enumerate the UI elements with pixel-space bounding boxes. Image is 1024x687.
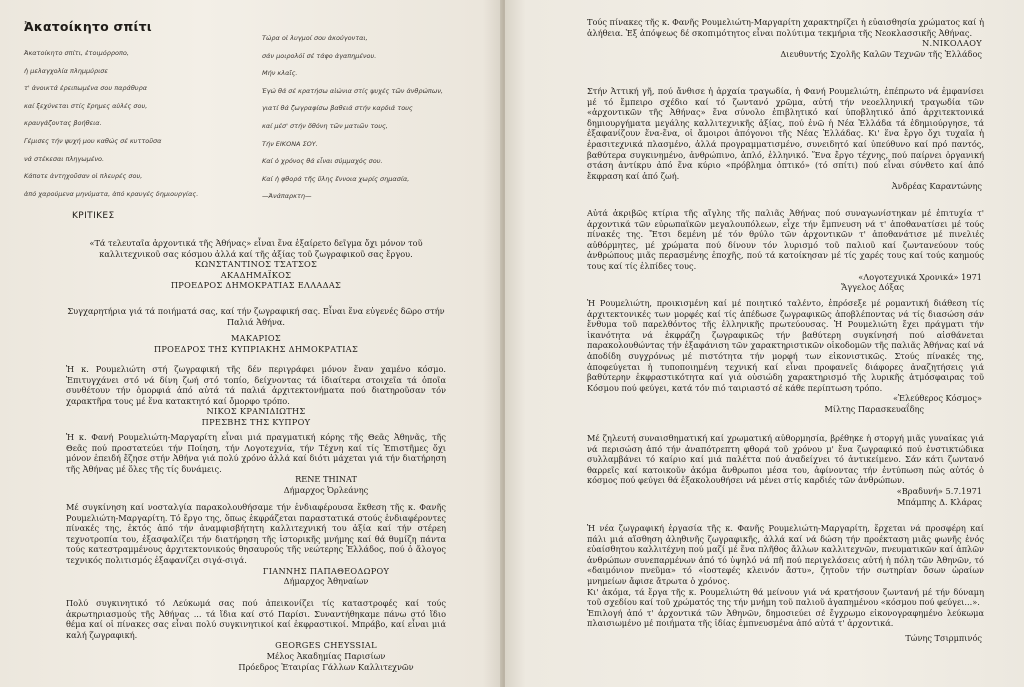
poem-line: Καί ἡ φθορά τῆς ὕλης ἔννοια χωρίς σημασία, xyxy=(262,174,410,183)
poem-line: νά στέκεσαι πληγωμένο. xyxy=(24,154,105,163)
review-kranidiotis xyxy=(66,364,446,428)
poem-line: ἡ μελαγχολία πλημμύρισε xyxy=(24,66,108,75)
review-signature: Τώνης Τσιρμπινός xyxy=(905,632,982,643)
review-makarios xyxy=(66,306,446,354)
poem-line: Τώρα οἱ λυγμοί σου ἀκούγονται, xyxy=(262,34,368,42)
review-paraskevaidis xyxy=(587,298,984,415)
review-text: Τούς πίνακες τῆς κ. Φανῆς Ρουμελιώτη-Μαργαρίτη χαρακτηρίζει ἡ εὐαισθησία χρώματος καί ἡ ἀλήθεια. Ἐξ ἀπόψεως δέ σκοπιμότητος εἶναι πολύτιμα τεκμήρια τῆς Νεοκλασσικῆς Ἀθήνας. xyxy=(587,17,984,38)
poem-line: Μήν κλαῖς. xyxy=(262,69,298,78)
review-signature: Δήμαρχος Ἀθηναίων xyxy=(283,576,369,587)
review-signature: Ν.ΝΙΚΟΛΑΟΥ xyxy=(922,38,982,49)
review-text: «Τά τελευταῖα ἀρχοντικά τῆς Ἀθήνας» εἶναι ἕνα ἐξαίρετο δεῖγμα ὄχι μόνον τοῦ καλλιτεχνικοῦ σας κόσμου ἀλλά καί τῆς ἀξίας τοῦ ζωγραφικοῦ σας ἔργου. xyxy=(89,238,423,259)
review-text: Στήν Ἀττική γῆ, πού ἄνθισε ἡ ἀρχαία τραγωδία, ἡ Φανή Ρουμελιώτη, ἐπέπρωτο νά ἐμφανίσει μέ τό ἔμπειρο σχέδιο καί τό ζωντανό χρῶμα, αὐτή τήν νεοελληνική τραγωδία τῶν «ἀρχοντικῶν τῆς Ἀθήνας» ἕνα σύνολο ἐπιβλητικό καί ὑποβλητικό ἀπό ἀρχιτεκτονικά δημιουργήματα μεγάλης καλλιτεχνικῆς ἀξίας, πού ἐνῶ ἡ Νέα Ἑλλάδα τά ἐδημιούργησε, τά ἐξαφανίζουν ἕνα-ἕνα, οἱ ἄμοιροι ἀπόγονοι τῆς Νέας Ἑλλάδας. Κι' ἕνα ἔργο ὄχι τυχαῖα ἡ ἐρασιτεχνικά πλασμένο, ἀλλά προγραμματισμένο, συνειδητό καί ὑπεύθυνο καί πρό παντός, βαθύτερα συγκινημένο, ἀνθρώπινο, ἁπλό, ἑλληνικό. Ἕνα ἔργο τέχνης, πού παίρνει ὀργανική στάση ἀντίκρυ ἀπό ἕνα κύριο «πρόβλημα ὀπτικό» (τό σπίτι) πού εἶναι σύνθετο καί ἀπό ἔκφραση καί ἀπό ζωή. xyxy=(587,86,984,181)
review-text: Μέ συγκίνηση καί νοσταλγία παρακολουθήσαμε τήν ἐνδιαφέρουσα ἔκθεση τῆς κ. Φανῆς Ρουμελιώτη-Μαργαρίτη. Τό ἔργο της, ὅπως ἐκφράζεται παραστατικά στούς ἐνδιαφέροντες πίνακές της, ἐκτός ἀπό τήν ἀναμφισβήτητη καλλιτεχνική του ἀξία καί τήν στέρεη τεχνοτροπία του, ἐξασφαλίζει τήν διατήρηση τῆς ἱστορικῆς μνήμης καί θά θυμίζη πάντα τούς κατεστραμμένους ἀρχιτεκτονικούς θησαυρούς τῆς νεώτερης Ἑλλάδος, πού ὁ ἄλογος τεχνικός πολιτισμός ἐξαφανίζει σιγά-σιγά. xyxy=(66,502,446,565)
review-signature: GEORGES CHEYSSIAL xyxy=(275,640,377,651)
review-signature: Μίλτης Παρασκευαΐδης xyxy=(824,403,924,414)
review-signature: «Βραδυνή» 5.7.1971 xyxy=(896,485,982,496)
left-page xyxy=(0,0,503,687)
review-text: Ἡ κ. Φανή Ρουμελιώτη-Μαργαρίτη εἶναι μιά πραγματική κόρης τῆς Θεᾶς Ἀθηνᾶς, τῆς Θεᾶς πού προστατεύει τήν Ποίηση, τήν Λογοτεχνία, τήν Τέχνη καί τίς Ἐπιστῆμες ὄχι μόνον ἐπειδή ἔζησε στήν Ἀθήνα γιά πολύ χρόνο ἀλλά καί διότι μάχεται γιά τήν διατήρηση τῆς Ἀθήνας μέ ὅλες τῆς τίς δυνάμεις. xyxy=(66,432,446,474)
review-signature: Δήμαρχος Ὀρλεάνης xyxy=(283,484,369,495)
review-signature: Μέλος Ἀκαδημίας Παρισίων xyxy=(266,650,386,661)
review-signature: ΓΙΑΝΝΗΣ ΠΑΠΑΘΕΟΔΩΡΟΥ xyxy=(262,565,390,576)
poem-line: Ἀκατοίκητο σπίτι, ἑτοιμόρροπο, xyxy=(24,49,129,57)
poem-line: κραυγάζοντας βοήθεια. xyxy=(24,119,102,128)
review-signature: «Λογοτεχνικά Χρονικά» 1971 xyxy=(858,271,982,282)
review-signature: ΠΡΟΕΔΡΟΣ ΔΗΜΟΚΡΑΤΙΑΣ ΕΛΛΑΔΑΣ xyxy=(170,280,342,291)
poem-line: σάν μοιρολόϊ σέ τάφο ἀγαπημένου. xyxy=(262,51,377,60)
poem-line: —Ἀνάπαρκτη— xyxy=(262,192,312,201)
review-tsirmpinos xyxy=(587,523,984,644)
review-signature: ΚΩΝΣΤΑΝΤΙΝΟΣ ΤΣΑΤΣΟΣ xyxy=(194,259,318,270)
review-text: Ἡ κ. Ρουμελιώτη στή ζωγραφική τῆς δέν περιγράφει μόνον ἕναν χαμένο κόσμο. Ἐπιτυγχάνει στό νά δίνη ζωή στό τοπίο, δείχνοντας τά ἰδιαίτερα στοιχεῖα τά ὁποῖα συνθέτουν τήν ὁμορφιά ἀπό αὐτά τά παλιά ἀρχιτεκτονήματα πού διατηροῦσαν τόν χαρακτῆρα τους μέ ἕνα κατακτητό καί ὄμορφο τρόπο. xyxy=(66,364,446,406)
review-text: Μέ ζηλευτή συναισθηματική καί χρωματική αὐθορμησία, βρέθηκε ἡ στοργή μιᾶς γυναίκας γιά νά περισώση ἀπό τήν ἀναπότρεπτη φθορά τοῦ χρόνου μ' ἕνα ζωγραφικό πού ἐνστικτώδικα συλλαμβάνει τό καίριο καί μιά παλέττα πού ἀναδείχνει τό ἀντικείμενο. Σάν κάτι ζωντανό θαρρεῖς καί κατοικοῦν ἀκόμα ἄνθρωποι μέσα του, ἀφίνοντας τήν ἐντύπωση πώς αὐτός ὁ κόσμος πού φεύγει θά ἐξακολουθήσει νά μένει στίς καρδιές τῶν ἀνθρώπων. xyxy=(587,433,984,486)
review-signature: ΑΚΑΔΗΜΑΪΚΟΣ xyxy=(220,269,292,280)
review-signature: ΠΡΕΣΒΗΣ ΤΗΣ ΚΥΠΡΟΥ xyxy=(201,416,311,427)
review-nikolaou xyxy=(587,17,984,59)
poem-line: ἀπό χαρούμενα μηνύματα, ἀπό κραυγές δημιουργίας. xyxy=(24,189,199,198)
review-text: Ἐπιλογή ἀπό τ' ἀρχοντικά τῶν Ἀθηνῶν, δημοσιεύει σέ ἔγχρωμο εἰκονογραφημένο λεύκωμα πλαισιωμένο μέ ποιήματα τῆς ἰδίας ἐμπνευσμένα ἀπό αὐτά τ' ἀρχοντικά. xyxy=(587,607,984,629)
section-heading-kritikes: ΚΡΙΤΙΚΕΣ xyxy=(72,211,115,221)
review-text: Ἡ νέα ζωγραφική ἐργασία τῆς κ. Φανῆς Ρουμελιώτη-Μαργαρίτη, ἔρχεται νά προσφέρη καί πάλι μιά αἴσθηση ἀληθινῆς ζωγραφικῆς, ἀλλά καί νά δώση τήν προέκταση μιᾶς φωνῆς ἐνός εὐαίσθητου καλλιτέχνη πού μαζί μέ ἕνα πλῆθος ἄλλων καλλιτεχνῶν, πνευματικῶν καί ἁπλῶν ἀνθρώπων συνεπαρμένων ἀπό τό ὑψηλό νά πῆ πού περιγελάσεις αὐτή ἡ πόλη τῶν Ἀθηνῶν, τό «δαιμόνιον πνεῦμα» τό «ἰοστεφές κλεινόν ἄστυ», ζητοῦν τήν σωτηρίαν ὅσων ὡραίων μνημείων ἄφισε ἄτρωτα ὁ χρόνος. xyxy=(587,523,984,586)
review-thinat xyxy=(66,432,446,496)
poem-line: Ἐγώ θά σέ κρατήσω αἰώνια στίς ψυχές τῶν ἀνθρώπων, xyxy=(262,86,443,95)
poem-line: γιατί θά ζωγραφίσω βαθειά στήν καρδιά τους xyxy=(262,104,413,113)
review-text: Κι' ἀκόμα, τά ἔργα τῆς κ. Ρουμελιώτη θά μείνουν γιά νά κρατήσουν ζωντανή μέ τήν δύναμη τοῦ σχεδίου καί τοῦ χρώματός της τήν μνήμη τοῦ παλιοῦ ἀγαπημένου «κόσμου πού φεύγει...». xyxy=(587,586,984,608)
review-signature: ΜΑΚΑΡΙΟΣ xyxy=(231,333,281,344)
review-signature: Ἀνδρέας Καραντώνης xyxy=(891,181,982,192)
review-signature: RENE THINAT xyxy=(295,474,357,485)
review-text: Ἡ Ρουμελιώτη, προικισμένη καί μέ ποιητικό ταλέντο, ἐπρόσεξε μέ ρομαντική διάθεση τίς ἀρχιτεκτονικές των μορφές καί τίς ἀπέδωσε ζωγραφικῶς ἀποβλέποντας νά τίς διασώση σάν ἔνθυμα τοῦ παρελθόντος τῆς ἑλληνικῆς πρωτεύουσας. Ἡ Ρουμελιώτη ἔχει πράγματι τήν ἱκανότητα νά ἐκφράζη ζωγραφικῶς τήν βαθύτερη συγκίνησή πού αἰσθάνεται παρακολουθώντας τήν ἐξαφάνιση τῶν χαρακτηριστικῶν οἰκοδομῶν τῆς παλιᾶς Ἀθήνας καί νά ἀποδίδη συγχρόνως μέ πιστότητα τήν μορφή των εἰκονιστικῶς. Στούς πίνακές της, ἀποφεύγεται ἡ τυποποιημένη τεχνική καί εἶναι προφανεῖς διάφορες ἀναζητήσεις γιά βαθύτερην ἐκφραστικότητα καί γιά οὐσιώδη χαρακτηρισμό τῆς λυρικῆς ἀτμόσφαιρας τοῦ Κόσμου πού φεύγει, κατά τόν πιό ταιριαστό σέ κάθε περίπτωση τρόπο. xyxy=(587,298,984,393)
poem-line: τ' ἀνοικτά ἐρειπωμένα σου παράθυρα xyxy=(24,84,147,93)
review-tsatsos xyxy=(66,238,446,291)
poem-line: Καί ὁ χρόνος θά εἶναι σύμμαχός σου. xyxy=(262,157,383,166)
poem-line: Τήν ΕΙΚΟΝΑ ΣΟΥ. xyxy=(262,139,318,148)
review-text: Αὐτά ἀκριβῶς κτίρια τῆς αἴγλης τῆς παλιᾶς Ἀθήνας πού συναγωνίστηκαν μέ ἐπιτυχία τ' ἀρχοντικά τῶν εὐρωπαϊκῶν μεγαλουπόλεων, εἶχε τήν ἔμπνευση νά τ' ἀποθανατίσει μέ τούς πίνακές της. Ἔτσι δεμένη μέ τόν θρύλο τῶν ἀρχοντικῶν τ' ἀποθανάτισε μέ πινελιές αὐθόρμητες, μέ χρώματα πού δίνουν τόν λυρισμό τοῦ παλιοῦ καί ζωντανεύουν τούς ἀνθρώπους μιᾶς περασμένης ἐποχῆς, πού τά κατοίκησαν μέ τίς χαρές τους καί τούς καημούς τους καί τίς ἐλπίδες τους. xyxy=(587,208,984,271)
review-signature: ΝΙΚΟΣ ΚΡΑΝΙΔΙΩΤΗΣ xyxy=(206,406,306,417)
poem-line: Κάποτε ἀντηχοῦσαν οἱ πλευρές σου, xyxy=(24,172,143,181)
poem-line: καί μέσ' στήν ὄθόνη τῶν ματιῶν τους, xyxy=(262,121,388,130)
review-doxas xyxy=(587,208,984,293)
poem-line: καί ξεχύνεται στίς ἔρημες αὐλές σου, xyxy=(24,101,148,110)
review-signature: Ἄγγελος Δόξας xyxy=(841,282,904,293)
poem-title: Ἀκατοίκητο σπίτι xyxy=(24,19,152,34)
review-signature: Πρόεδρος Ἑταιρίας Γάλλων Καλλιτεχνῶν xyxy=(238,661,414,672)
review-signature: Διευθυντής Σχολῆς Καλῶν Τεχνῶν τῆς Ἑλλάδος xyxy=(780,48,982,59)
review-karantonis xyxy=(587,86,984,192)
poem-column-left xyxy=(24,45,198,203)
poem-line: Γέμισες τήν ψυχή μου καθώς σέ κυττοῦσα xyxy=(24,136,162,145)
review-papatheodorou xyxy=(66,502,446,587)
review-text: Πολύ συγκινητικό τό Λεύκωμά σας πού ἀπεικονίζει τίς καταστροφές καί τούς ἀκρωτηριασμούς τῆς Ἀθήνας ... τά ἴδια καί στό Παρίσι. Συναντήθηκαμε πάνω στό ἴδιο θέμα καί οἱ πίνακες σας εἶναι πολύ συγκινητικοί καί ἐκφραστικοί. Μπράβο, καί εἶναι μιά καλή ζωγραφική. xyxy=(66,598,446,640)
poem-column-right xyxy=(262,30,443,206)
review-signature: «Ἐλεύθερος Κόσμος» xyxy=(893,393,982,404)
review-text: Συγχαρητήρια γιά τά ποιήματά σας, καί τήν ζωγραφική σας. Εἶναι ἕνα εὐγενές δῶρο στήν Παλιά Ἀθήνα. xyxy=(67,306,445,327)
review-cheyssial xyxy=(66,598,446,672)
review-signature: Μπάμπης Δ. Κλάρας xyxy=(897,496,982,507)
review-signature: ΠΡΟΕΔΡΟΣ ΤΗΣ ΚΥΠΡΙΑΚΗΣ ΔΗΜΟΚΡΑΤΙΑΣ xyxy=(153,343,359,354)
review-klaras xyxy=(587,433,984,507)
